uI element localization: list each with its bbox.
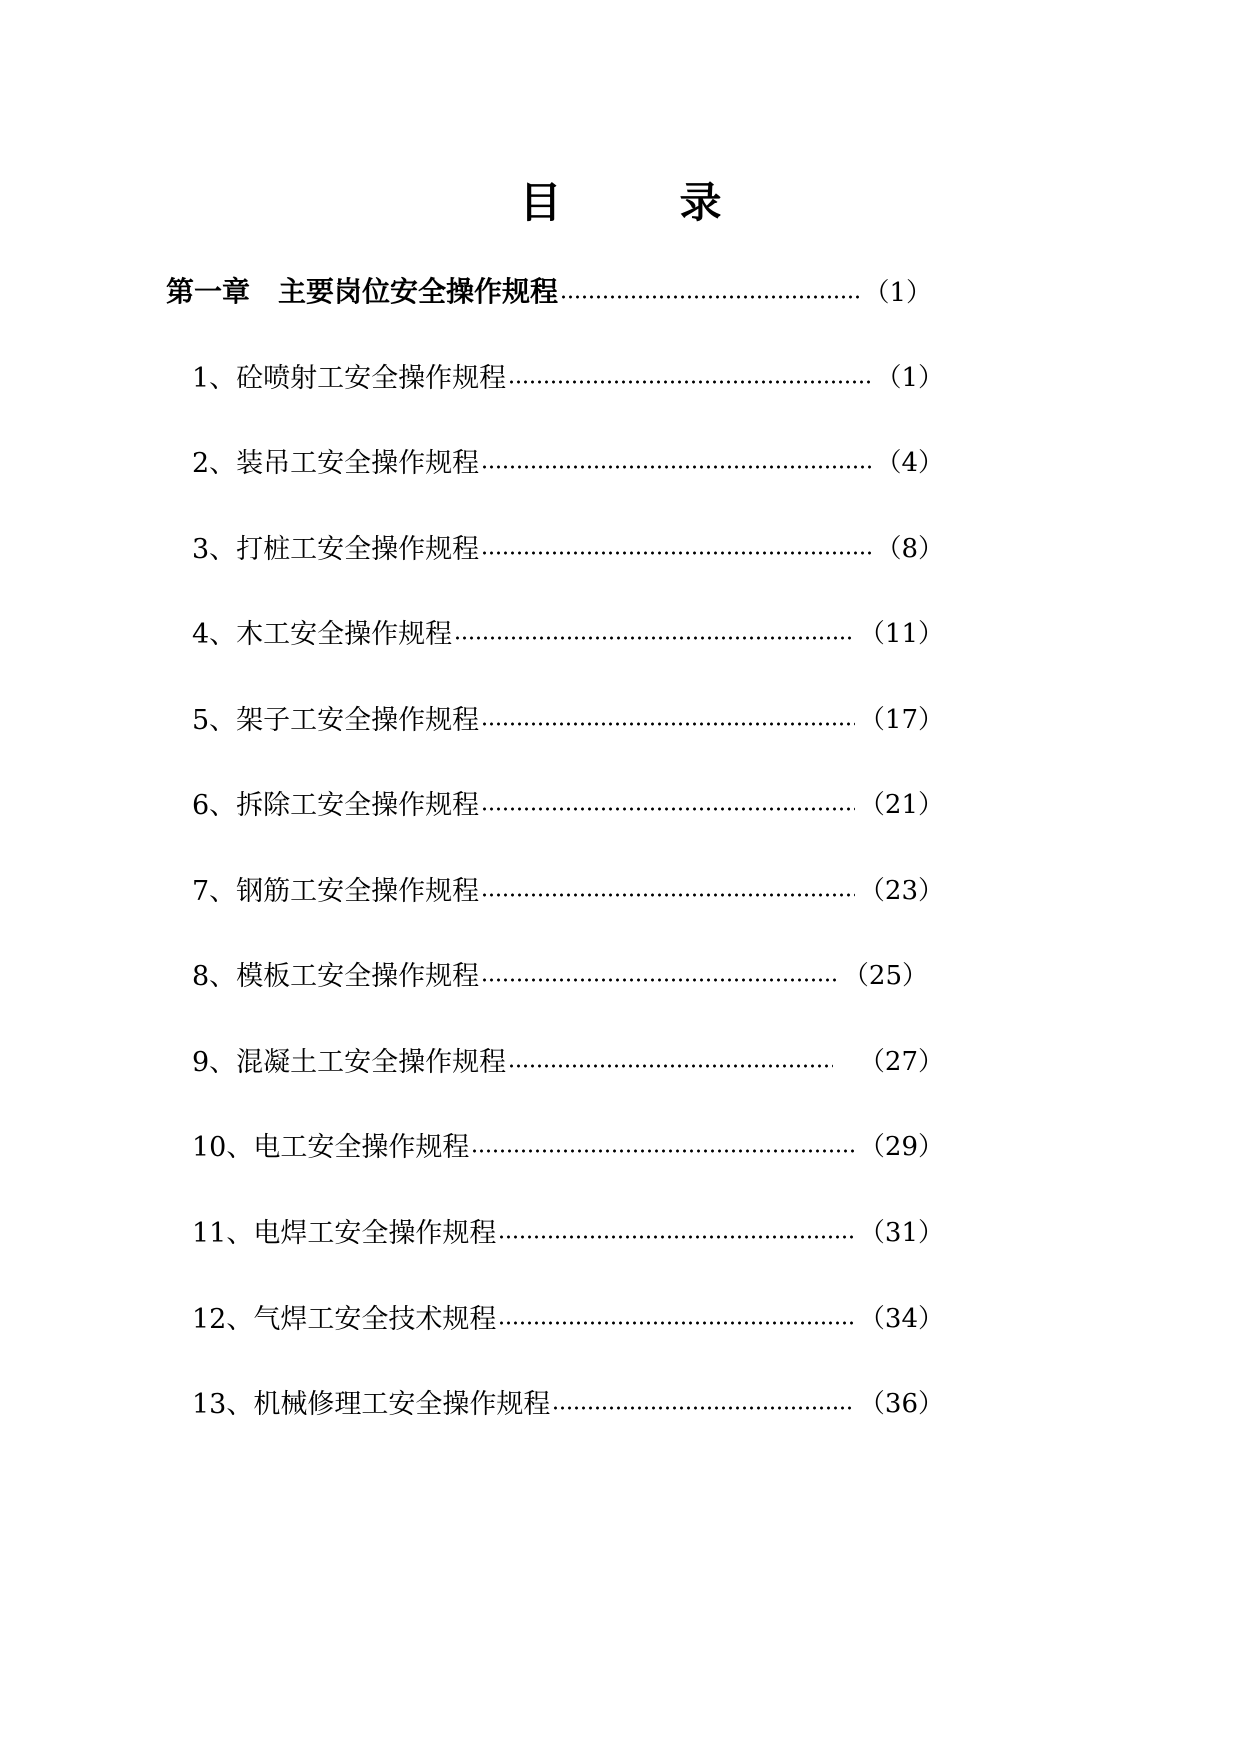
- toc-entry-label: 10、电工安全操作规程: [192, 1131, 470, 1163]
- toc-dot-leader: [481, 892, 855, 898]
- toc-dot-leader: [481, 464, 871, 470]
- toc-entry-page: （34）: [858, 1303, 944, 1334]
- toc-entry-page: （25）: [842, 960, 928, 991]
- toc-entry-11[interactable]: [192, 1208, 944, 1252]
- toc-dot-leader: [552, 1405, 855, 1411]
- toc-chapter-label: 第一章 主要岗位安全操作规程: [166, 275, 559, 308]
- toc-entry-4[interactable]: [192, 609, 944, 653]
- toc-chapter-page: （1）: [863, 277, 932, 308]
- toc-entry-label: 6、拆除工安全操作规程: [192, 789, 480, 821]
- toc-entry-5[interactable]: [192, 695, 944, 739]
- toc-entry-2[interactable]: [192, 438, 944, 482]
- toc-entry-6[interactable]: [192, 780, 944, 824]
- toc-title-char-1: 目: [519, 178, 562, 227]
- toc-entry-page: （36）: [858, 1388, 944, 1419]
- toc-entry-9[interactable]: [192, 1037, 944, 1081]
- toc-entry-page: （31）: [858, 1217, 944, 1248]
- toc-title-char-2: 录: [679, 178, 722, 227]
- toc-dot-leader: [508, 1063, 833, 1069]
- toc-dot-leader: [481, 721, 855, 727]
- toc-entry-page: （8）: [875, 533, 944, 564]
- toc-dot-leader: [454, 635, 855, 641]
- toc-entry-label: 12、气焊工安全技术规程: [192, 1303, 497, 1335]
- toc-dot-leader: [498, 1234, 855, 1240]
- toc-entry-page: （17）: [858, 704, 944, 735]
- toc-entry-8[interactable]: [192, 951, 928, 995]
- toc-entry-7[interactable]: [192, 866, 944, 910]
- toc-entry-page: （4）: [875, 447, 944, 478]
- toc-dot-leader: [481, 977, 839, 983]
- toc-dot-leader: [498, 1320, 855, 1326]
- toc-entry-page: （11）: [858, 618, 944, 649]
- toc-dot-leader: [471, 1148, 855, 1154]
- toc-entry-page: （29）: [858, 1131, 944, 1162]
- toc-entry-label: 4、木工安全操作规程: [192, 618, 453, 650]
- toc-dot-leader: [508, 379, 871, 385]
- toc-entry-13[interactable]: [192, 1379, 944, 1423]
- toc-entry-page: （21）: [858, 789, 944, 820]
- toc-entry-label: 9、混凝土工安全操作规程: [192, 1046, 507, 1078]
- toc-chapter-1[interactable]: [166, 268, 932, 312]
- toc-entry-10[interactable]: [192, 1122, 944, 1166]
- toc-dot-leader: [481, 550, 871, 556]
- toc-entry-label: 3、打桩工安全操作规程: [192, 533, 480, 565]
- toc-entry-3[interactable]: [192, 524, 944, 568]
- toc-entry-label: 1、砼喷射工安全操作规程: [192, 362, 507, 394]
- toc-entry-label: 8、模板工安全操作规程: [192, 960, 480, 992]
- toc-entry-label: 13、机械修理工安全操作规程: [192, 1388, 551, 1420]
- toc-entry-label: 2、装吊工安全操作规程: [192, 447, 480, 479]
- toc-entry-1[interactable]: [192, 353, 944, 397]
- toc-title: [0, 175, 1241, 231]
- toc-entry-label: 7、钢筋工安全操作规程: [192, 875, 480, 907]
- toc-entry-page: （1）: [875, 362, 944, 393]
- toc-entry-page: （27）: [858, 1046, 944, 1077]
- toc-dot-leader: [481, 806, 855, 812]
- toc-entry-label: 5、架子工安全操作规程: [192, 704, 480, 736]
- toc-entry-label: 11、电焊工安全操作规程: [192, 1217, 497, 1249]
- toc-dot-leader: [560, 294, 859, 300]
- toc-entry-page: （23）: [858, 875, 944, 906]
- toc-entry-12[interactable]: [192, 1294, 944, 1338]
